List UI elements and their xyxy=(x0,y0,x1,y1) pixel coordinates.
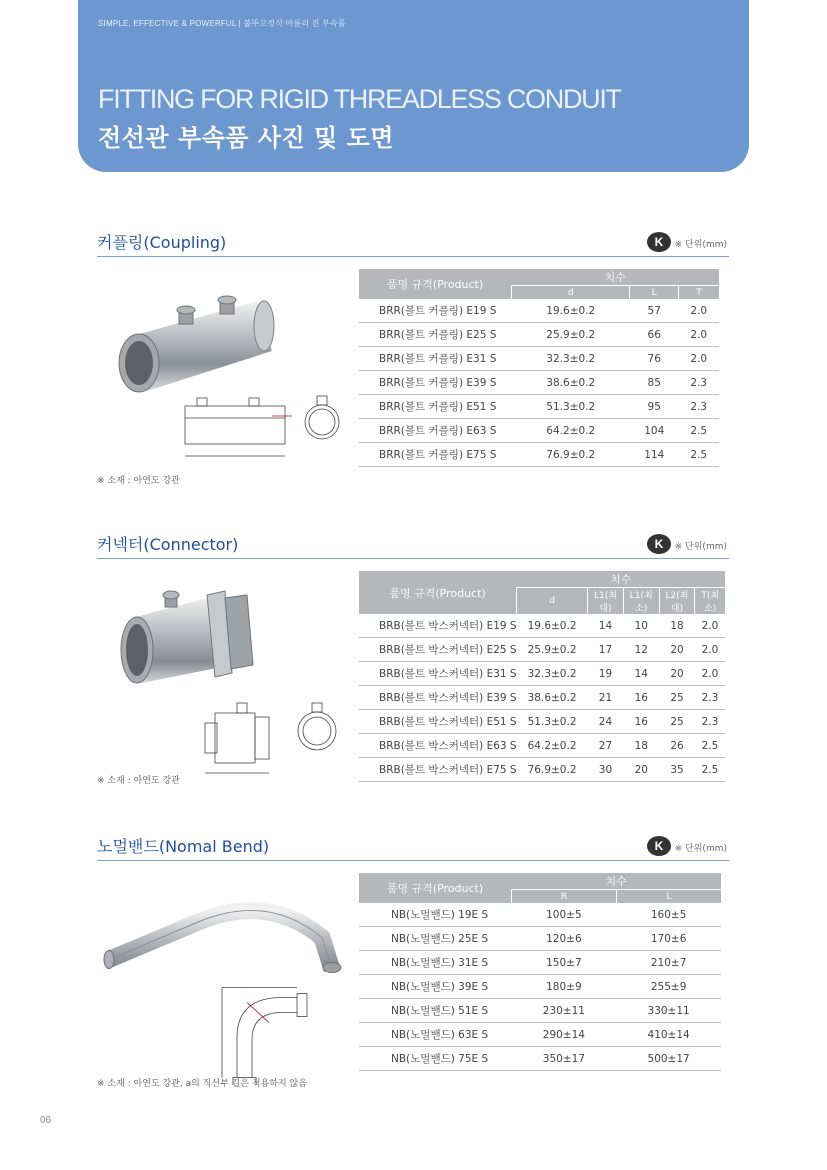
table-row xyxy=(359,443,719,467)
product-cell: BRB(볼트 박스커넥터) E63 S xyxy=(359,734,517,758)
value-cell: 2.0 xyxy=(695,638,725,662)
coupling-title: 커플링(Coupling) xyxy=(97,233,227,252)
product-cell: BRB(볼트 박스커넥터) E51 S xyxy=(359,710,517,734)
value-cell: 114 xyxy=(630,443,679,467)
k-mark-icon: K xyxy=(647,836,671,856)
value-cell: 2.0 xyxy=(695,662,725,686)
value-cell: 104 xyxy=(630,419,679,443)
column-header: L1(최소) xyxy=(623,588,659,615)
value-cell: 20 xyxy=(659,638,695,662)
product-cell: NB(노멀밴드) 39E S xyxy=(359,975,512,999)
product-cell: BRB(볼트 박스커넥터) E75 S xyxy=(359,758,517,782)
value-cell: 2.0 xyxy=(695,614,725,638)
value-cell: 17 xyxy=(588,638,624,662)
product-cell: BRB(볼트 박스커넥터) E25 S xyxy=(359,638,517,662)
product-cell: NB(노멀밴드) 75E S xyxy=(359,1047,512,1071)
table-row xyxy=(359,686,725,710)
table-row xyxy=(359,323,719,347)
value-cell: 180±9 xyxy=(512,975,617,999)
column-header: R xyxy=(512,890,617,904)
table-row xyxy=(359,662,725,686)
unit-label: ※ 단위(mm) xyxy=(674,542,727,552)
value-cell: 170±6 xyxy=(616,927,721,951)
product-cell: BRR(볼트 커플링) E39 S xyxy=(359,371,512,395)
dimension-header: 치수 xyxy=(517,571,725,588)
connector-spec-table xyxy=(359,571,725,782)
value-cell: 255±9 xyxy=(616,975,721,999)
value-cell: 10 xyxy=(623,614,659,638)
value-cell: 120±6 xyxy=(512,927,617,951)
table-row xyxy=(359,951,721,975)
value-cell: 24 xyxy=(588,710,624,734)
value-cell: 160±5 xyxy=(616,903,721,927)
value-cell: 64.2±0.2 xyxy=(512,419,630,443)
value-cell: 25 xyxy=(659,710,695,734)
value-cell: 35 xyxy=(659,758,695,782)
coupling-section xyxy=(97,230,729,500)
column-header: d xyxy=(512,286,630,300)
table-row xyxy=(359,347,719,371)
column-header: T(최소) xyxy=(695,588,725,615)
product-cell: BRR(볼트 커플링) E25 S xyxy=(359,323,512,347)
product-cell: NB(노멀밴드) 51E S xyxy=(359,999,512,1023)
value-cell: 2.3 xyxy=(695,710,725,734)
bend-section xyxy=(97,834,729,1094)
product-cell: NB(노멀밴드) 25E S xyxy=(359,927,512,951)
table-row xyxy=(359,299,719,323)
product-cell: BRB(볼트 박스커넥터) E39 S xyxy=(359,686,517,710)
product-cell: BRR(볼트 커플링) E63 S xyxy=(359,419,512,443)
value-cell: 350±17 xyxy=(512,1047,617,1071)
value-cell: 16 xyxy=(623,686,659,710)
value-cell: 20 xyxy=(623,758,659,782)
bend-photo xyxy=(104,911,341,973)
value-cell: 57 xyxy=(630,299,679,323)
value-cell: 330±11 xyxy=(616,999,721,1023)
page-number: 06 xyxy=(40,1115,52,1126)
coupling-material-note: ※ 소재 : 아연도 강관 xyxy=(97,476,180,486)
product-cell: BRR(볼트 커플링) E19 S xyxy=(359,299,512,323)
value-cell: 76.9±0.2 xyxy=(512,443,630,467)
coupling-side-drawing xyxy=(185,398,292,456)
column-header: L xyxy=(616,890,721,904)
value-cell: 2.0 xyxy=(679,347,719,371)
value-cell: 95 xyxy=(630,395,679,419)
value-cell: 19.6±0.2 xyxy=(517,614,588,638)
product-cell: BRB(볼트 박스커넥터) E31 S xyxy=(359,662,517,686)
value-cell: 2.0 xyxy=(679,323,719,347)
value-cell: 32.3±0.2 xyxy=(512,347,630,371)
bend-figure xyxy=(97,870,352,1085)
connector-photo xyxy=(121,591,253,683)
column-header: L xyxy=(630,286,679,300)
value-cell: 2.0 xyxy=(679,299,719,323)
dimension-header: 치수 xyxy=(512,873,722,890)
value-cell: 27 xyxy=(588,734,624,758)
bend-drawing xyxy=(222,988,307,1086)
table-row xyxy=(359,734,725,758)
value-cell: 25.9±0.2 xyxy=(512,323,630,347)
table-row xyxy=(359,999,721,1023)
table-row xyxy=(359,1047,721,1071)
unit-label: ※ 단위(mm) xyxy=(674,844,727,854)
value-cell: 2.3 xyxy=(679,371,719,395)
coupling-figure xyxy=(97,266,352,466)
value-cell: 2.5 xyxy=(695,758,725,782)
product-cell: NB(노멀밴드) 63E S xyxy=(359,1023,512,1047)
value-cell: 210±7 xyxy=(616,951,721,975)
value-cell: 230±11 xyxy=(512,999,617,1023)
connector-section xyxy=(97,532,729,792)
coupling-spec-table xyxy=(359,269,719,467)
value-cell: 19.6±0.2 xyxy=(512,299,630,323)
column-header: T xyxy=(679,286,719,300)
value-cell: 150±7 xyxy=(512,951,617,975)
value-cell: 18 xyxy=(659,614,695,638)
product-header: 품명 규격(Product) xyxy=(359,873,512,903)
bend-spec-table xyxy=(359,873,721,1071)
dimension-header: 치수 xyxy=(512,269,720,286)
connector-figure xyxy=(97,568,352,778)
bend-title: 노멀밴드(Nomal Bend) xyxy=(97,837,270,856)
product-header: 품명 규격(Product) xyxy=(359,269,512,299)
section-divider xyxy=(97,558,729,559)
value-cell: 25.9±0.2 xyxy=(517,638,588,662)
value-cell: 16 xyxy=(623,710,659,734)
value-cell: 18 xyxy=(623,734,659,758)
connector-material-note: ※ 소재 : 아연도 강관 xyxy=(97,776,180,786)
table-row xyxy=(359,758,725,782)
table-row xyxy=(359,927,721,951)
product-header: 품명 규격(Product) xyxy=(359,571,517,614)
value-cell: 38.6±0.2 xyxy=(517,686,588,710)
coupling-photo xyxy=(119,296,274,392)
column-header: d xyxy=(517,588,588,615)
header-banner xyxy=(78,0,749,172)
title-korean: 전선관 부속품 사진 및 도면 xyxy=(98,124,394,152)
table-row xyxy=(359,395,719,419)
table-row xyxy=(359,710,725,734)
value-cell: 25 xyxy=(659,686,695,710)
value-cell: 32.3±0.2 xyxy=(517,662,588,686)
value-cell: 51.3±0.2 xyxy=(517,710,588,734)
section-divider xyxy=(97,860,729,861)
product-cell: BRB(볼트 박스커넥터) E19 S xyxy=(359,614,517,638)
column-header: L2(최대) xyxy=(659,588,695,615)
connector-end-drawing xyxy=(298,703,336,750)
connector-title: 커넥터(Connector) xyxy=(97,535,239,554)
bend-material-note: ※ 소재 : 아연도 강관, a의 직선부 길은 적용하지 않음 xyxy=(97,1079,307,1089)
value-cell: 76 xyxy=(630,347,679,371)
value-cell: 290±14 xyxy=(512,1023,617,1047)
table-row xyxy=(359,1023,721,1047)
coupling-end-drawing xyxy=(305,396,339,439)
value-cell: 76.9±0.2 xyxy=(517,758,588,782)
section-divider xyxy=(97,256,729,257)
value-cell: 2.5 xyxy=(679,443,719,467)
table-row xyxy=(359,614,725,638)
value-cell: 51.3±0.2 xyxy=(512,395,630,419)
table-row xyxy=(359,419,719,443)
value-cell: 38.6±0.2 xyxy=(512,371,630,395)
value-cell: 500±17 xyxy=(616,1047,721,1071)
value-cell: 14 xyxy=(588,614,624,638)
value-cell: 2.3 xyxy=(679,395,719,419)
value-cell: 30 xyxy=(588,758,624,782)
value-cell: 2.5 xyxy=(695,734,725,758)
value-cell: 66 xyxy=(630,323,679,347)
value-cell: 26 xyxy=(659,734,695,758)
table-row xyxy=(359,903,721,927)
value-cell: 2.5 xyxy=(679,419,719,443)
value-cell: 20 xyxy=(659,662,695,686)
value-cell: 410±14 xyxy=(616,1023,721,1047)
value-cell: 2.3 xyxy=(695,686,725,710)
product-cell: BRR(볼트 커플링) E51 S xyxy=(359,395,512,419)
connector-side-drawing xyxy=(205,703,269,773)
product-cell: BRR(볼트 커플링) E75 S xyxy=(359,443,512,467)
value-cell: 85 xyxy=(630,371,679,395)
product-cell: BRR(볼트 커플링) E31 S xyxy=(359,347,512,371)
value-cell: 100±5 xyxy=(512,903,617,927)
value-cell: 19 xyxy=(588,662,624,686)
table-row xyxy=(359,638,725,662)
header-tagline: SIMPLE, EFFECTIVE & POWERFUL | 불뚜고정식 아름리 진 부속품 xyxy=(98,19,346,28)
k-mark-icon: K xyxy=(647,534,671,554)
value-cell: 21 xyxy=(588,686,624,710)
value-cell: 12 xyxy=(623,638,659,662)
product-cell: NB(노멀밴드) 19E S xyxy=(359,903,512,927)
unit-label: ※ 단위(mm) xyxy=(674,240,727,250)
table-row xyxy=(359,975,721,999)
value-cell: 64.2±0.2 xyxy=(517,734,588,758)
value-cell: 14 xyxy=(623,662,659,686)
column-header: L1(최대) xyxy=(588,588,624,615)
title-english: FITTING FOR RIGID THREADLESS CONDUIT xyxy=(98,84,621,114)
product-cell: NB(노멀밴드) 31E S xyxy=(359,951,512,975)
k-mark-icon: K xyxy=(647,232,671,252)
table-row xyxy=(359,371,719,395)
